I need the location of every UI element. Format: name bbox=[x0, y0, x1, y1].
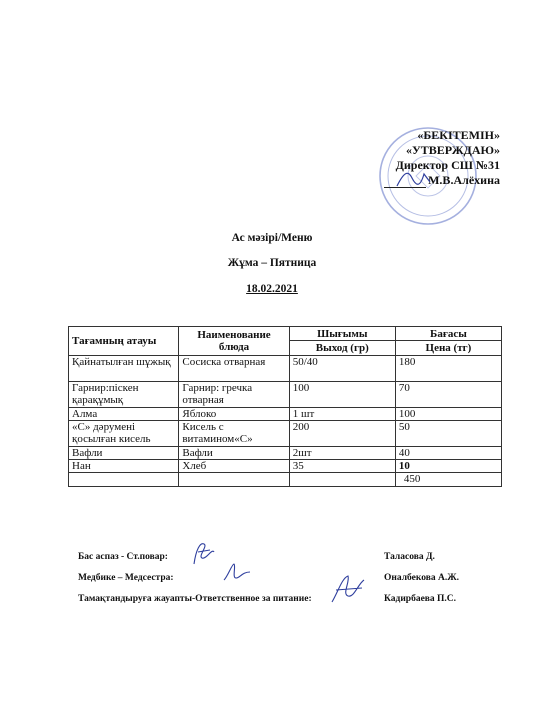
table-row bbox=[69, 460, 502, 473]
cell-yield: 2шт bbox=[289, 447, 395, 460]
cell-yield: 50/40 bbox=[289, 356, 395, 382]
cell-yield: 1 шт bbox=[289, 408, 395, 421]
nurse-signature bbox=[220, 560, 254, 584]
header-yield bbox=[289, 327, 395, 356]
table-row bbox=[69, 356, 502, 382]
cell-name-ru: Яблоко bbox=[179, 408, 289, 421]
total-empty-cell bbox=[289, 473, 395, 487]
cell-name-ru: Гарнир: гречка отварная bbox=[179, 382, 289, 408]
cell-yield: 35 bbox=[289, 460, 395, 473]
header-yield-ru: Выход (гр) bbox=[290, 340, 395, 354]
header-price-kz: Бағасы bbox=[430, 328, 467, 340]
header-name-ru: Наименование блюда bbox=[179, 327, 289, 356]
cell-name-ru: Вафли bbox=[179, 447, 289, 460]
table-total-row bbox=[69, 473, 502, 487]
signature-role: Тамақтандыруға жауапты-Ответственное за питание: bbox=[78, 594, 312, 604]
table-header-row bbox=[69, 327, 502, 356]
total-empty-cell bbox=[69, 473, 179, 487]
approval-name: М.В.Алёхина bbox=[428, 173, 500, 187]
header-name-kz: Тағамның атауы bbox=[69, 327, 179, 356]
menu-table bbox=[68, 326, 502, 487]
cell-price: 100 bbox=[395, 408, 501, 421]
cell-name-kz: Нан bbox=[69, 460, 179, 473]
menu-day: Жұма – Пятница bbox=[227, 257, 317, 269]
cell-name-kz: Алма bbox=[69, 408, 179, 421]
cell-name-ru: Сосиска отварная bbox=[179, 356, 289, 382]
total-empty-cell bbox=[179, 473, 289, 487]
cell-price: 70 bbox=[395, 382, 501, 408]
cell-price: 10 bbox=[395, 460, 501, 473]
cell-price: 180 bbox=[395, 356, 501, 382]
header-yield-kz: Шығымы bbox=[317, 328, 368, 340]
table-row bbox=[69, 447, 502, 460]
cell-yield: 100 bbox=[289, 382, 395, 408]
cook-signature bbox=[188, 538, 218, 568]
signature-name: Таласова Д. bbox=[384, 552, 435, 562]
approval-position: Директор СШ №31 bbox=[395, 158, 500, 172]
cell-price: 50 bbox=[395, 421, 501, 447]
header-price-ru: Цена (тг) bbox=[396, 340, 501, 354]
menu-date: 18.02.2021 bbox=[246, 283, 298, 295]
director-signature bbox=[394, 168, 434, 190]
cell-yield: 200 bbox=[289, 421, 395, 447]
cell-price: 40 bbox=[395, 447, 501, 460]
cell-name-kz: Гарнир:піскен қарақұмық bbox=[69, 382, 179, 408]
cell-name-ru: Хлеб bbox=[179, 460, 289, 473]
responsible-signature bbox=[328, 572, 368, 606]
cell-name-kz: Қайнатылған шұжық bbox=[69, 356, 179, 382]
cell-name-kz: Вафли bbox=[69, 447, 179, 460]
menu-title: Ас мәзірі/Меню bbox=[231, 232, 313, 244]
signature-name: Кадирбаева П.С. bbox=[384, 594, 457, 604]
signature-role: Медбике – Медсестра: bbox=[78, 573, 174, 583]
table-row bbox=[69, 408, 502, 421]
signature-role: Бас аспаз - Ст.повар: bbox=[78, 552, 168, 562]
total-price: 450 bbox=[395, 473, 501, 487]
cell-name-kz: «С» дәрумені қосылған кисель bbox=[69, 421, 179, 447]
approval-line-kz: «БЕКІТЕМІН» bbox=[417, 128, 500, 142]
table-row bbox=[69, 421, 502, 447]
approval-line-ru: «УТВЕРЖДАЮ» bbox=[405, 143, 500, 157]
table-row bbox=[69, 382, 502, 408]
header-price bbox=[395, 327, 501, 356]
cell-name-ru: Кисель с витамином«С» bbox=[179, 421, 289, 447]
signature-name: Оналбекова А.Ж. bbox=[384, 573, 459, 583]
